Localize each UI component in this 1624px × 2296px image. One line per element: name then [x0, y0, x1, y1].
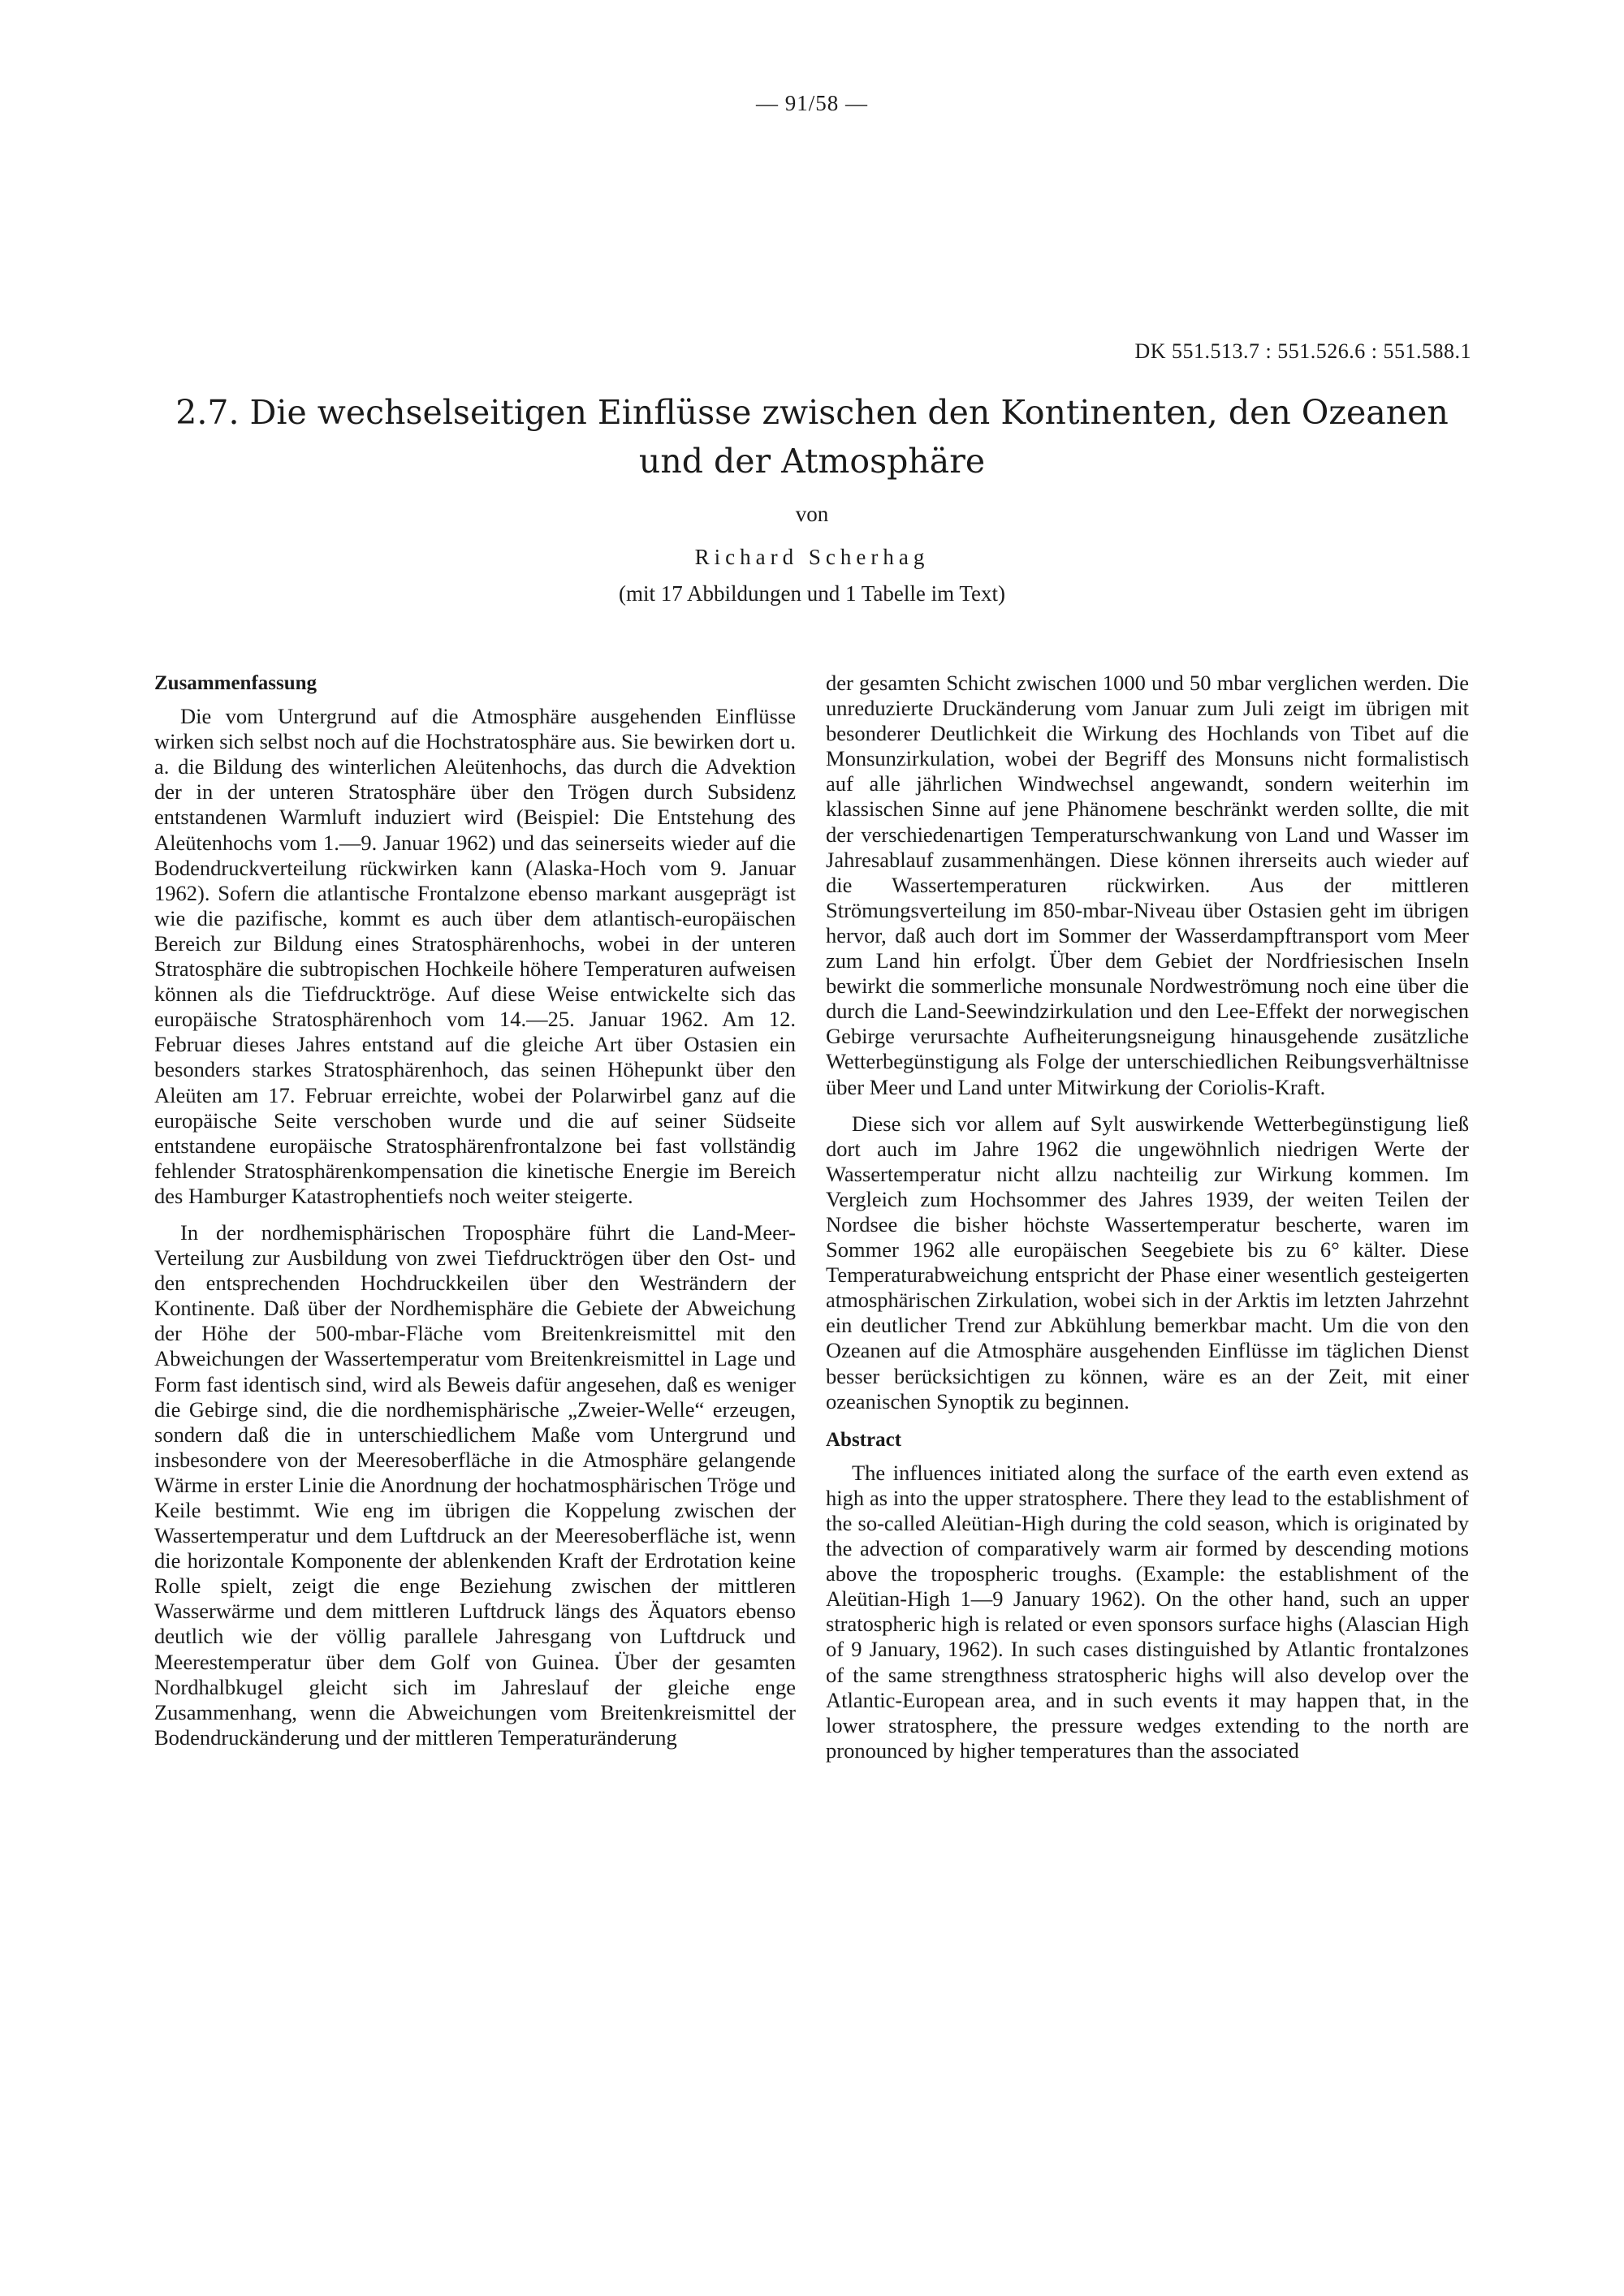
article-title — [162, 388, 1462, 486]
classification-code: DK 551.513.7 : 551.526.6 : 551.588.1 — [1134, 339, 1471, 363]
left-column — [154, 671, 796, 1750]
figures-note: (mit 17 Abbildungen und 1 Tabelle im Text) — [619, 581, 1005, 606]
title-line-1: 2.7. Die wechselseitigen Einflüsse zwischen den Kontinenten, den Ozeanen — [175, 393, 1449, 432]
author: Richard Scherhag — [694, 545, 930, 569]
summary-paragraph-3: der gesamten Schicht zwischen 1000 und 50 mbar verglichen werden. Die unreduzierte Druckänderung vom Januar zum Juli zeigt im übrigen mit besonderer Deutlichkeit die Wirkung des Hochlands von Tibet auf die Monsunzirkulation, wobei der Begriff des Monsuns nicht formalistisch auf alle jährlichen Windwechsel angewandt, sondern weiterhin im klassischen Sinne auf jene Phänomene beschränkt werden sollte, die mit der verschiedenartigen Temperaturschwankung von Land und Wasser im Jahresablauf zusammenhängen. Diese können ihrerseits auch wieder auf die Wassertemperaturen rückwirken. Aus der mittleren Strömungsverteilung im 850-mbar-Niveau über Ostasien geht im übrigen hervor, daß auch dort im Sommer der Wasserdampftransport vom Meer zum Land hin erfolgt. Über dem Gebiet der Nordfriesischen Inseln bewirkt die sommerliche monsunale Nordweströmung noch eine über die durch die Land-Seewindzirkulation und den Lee-Effekt der norwegischen Gebirge verursachte Aufheiterungsneigung hinausgehende zusätzliche Wetterbegünstigung als Folge der unterschiedlichen Reibungsverhältnisse über Meer und Land unter Mitwirkung der Coriolis-Kraft. — [826, 671, 1469, 1099]
summary-paragraph-1: Die vom Untergrund auf die Atmosphäre ausgehenden Einflüsse wirken sich selbst noch auf die Hochstratosphäre aus. Sie bewirken dort u. a. die Bildung des winterlichen Aleütenhochs, das durch die Advektion der in der unteren Stratosphäre über den Trögen durch Subsidenz entstandenen Warmluft induziert wird (Beispiel: Die Entstehung des Aleütenhochs vom 1.—9. Januar 1962) und das seinerseits wieder auf die Bodendruckverteilung rückwirken kann (Alaska-Hoch vom 9. Januar 1962). Sofern die atlantische Frontalzone ebenso markant ausgeprägt ist wie die pazifische, kommt es auch über dem atlantisch-europäischen Bereich zur Bildung eines Stratosphärenhochs, wobei in der unteren Stratosphäre die subtropischen Hochkeile höhere Temperaturen aufweisen können als die Tiefdrucktröge. Auf diese Weise entwickelte sich das europäische Stratosphärenhoch vom 14.—25. Januar 1962. Am 12. Februar dieses Jahres entstand auf die gleiche Art über Ostasien ein besonders starkes Stratosphärenhoch, das seinen Höhepunkt über den Aleüten am 17. Februar erreichte, wobei der Polarwirbel ganz auf die europäische Seite verschoben wurde und die auf seiner Südseite entstandene europäische Stratosphärenfrontalzone bei fast vollständig fehlender Stratosphärenkompensation die kinetische Energie im Bereich des Hamburger Katastrophentiefs noch weiter steigerte. — [154, 704, 796, 1208]
by-label: von — [795, 502, 829, 526]
abstract-paragraph-1: The influences initiated along the surface of the earth even extend as high as into the upper stratosphere. There they lead to the establishment of the so-called Aleütian-High during the cold season, which is originated by the advection of comparatively warm air formed by descending motions above the tropospheric troughs. (Example: the establishment of the Aleütian-High 1—9 January 1962). On the other hand, such an upper stratospheric high is related or even sponsors surface highs (Alascian High of 9 January, 1962). In such cases distinguished by Atlantic frontalzones of the same strengthness stratospheric highs will also develop over the Atlantic-European area, and in such events it may happen that, in the lower stratosphere, the pressure wedges extending to the north are pronounced by higher temperatures than the associated — [826, 1460, 1469, 1763]
abstract-heading: Abstract — [826, 1428, 902, 1451]
page-number: — 91/58 — — [755, 91, 868, 115]
title-line-2: und der Atmosphäre — [638, 442, 986, 481]
summary-paragraph-2: In der nordhemisphärischen Troposphäre führt die Land-Meer-Verteilung zur Ausbildung von zwei Tiefdrucktrögen über den Ost- und den entsprechenden Hochdruckkeilen über den Westrändern der Kontinente. Daß über der Nordhemisphäre die Gebiete der Abweichung der Höhe der 500-mbar-Fläche vom Breitenkreismittel mit den Abweichungen der Wassertemperatur vom Breitenkreismittel in Lage und Form fast identisch sind, wird als Beweis dafür angesehen, daß es weniger die Gebirge sind, die die nordhemisphärische „Zweier-Welle“ erzeugen, sondern daß die in unterschiedlichem Maße vom Untergrund und insbesondere von der Meeresoberfläche in die Atmosphäre gelangende Wärme in erster Linie die Anordnung der hochatmosphärischen Tröge und Keile bestimmt. Wie eng im übrigen die Koppelung zwischen der Wassertemperatur und dem Luftdruck an der Meeresoberfläche ist, wenn die horizontale Komponente der ablenkenden Kraft der Erdrotation keine Rolle spielt, zeigt die enge Beziehung zwischen der mittleren Wasserwärme und dem mittleren Luftdruck längs des Äquators ebenso deutlich wie der völlig parallele Jahresgang von Luftdruck und Meerestemperatur über dem Golf von Guinea. Über der gesamten Nordhalbkugel gleicht sich im Jahreslauf der gleiche enge Zusammenhang, wenn die Abweichungen vom Breitenkreismittel der Bodendruckänderung und der mittleren Temperaturänderung — [154, 1219, 796, 1750]
title-block — [162, 388, 1462, 606]
right-column — [826, 671, 1469, 1763]
summary-heading: Zusammenfassung — [154, 672, 317, 694]
summary-paragraph-4: Diese sich vor allem auf Sylt auswirkende Wetterbegünstigung ließ dort auch im Jahre 1962 die ungewöhnlich niedrigen Werte der Wassertemperatur nicht allzu nachteilig zur Wirkung kommen. Im Vergleich zum Hochsommer des Jahres 1939, der weiten Teilen der Nordsee die bisher höchste Wassertemperatur bescherte, waren im Sommer 1962 alle europäischen Seegebiete bis zu 6° kälter. Diese Temperaturabweichung entspricht der Phase einer wesentlich gesteigerten atmosphärischen Zirkulation, wobei sich in der Arktis im letzten Jahrzehnt ein deutlicher Trend zur Abkühlung bemerkbar macht. Um die von den Ozeanen auf die Atmosphäre ausgehenden Einflüsse im täglichen Dienst besser berücksichtigen zu können, wäre es an der Zeit, mit einer ozeanischen Synoptik zu beginnen. — [826, 1111, 1469, 1413]
